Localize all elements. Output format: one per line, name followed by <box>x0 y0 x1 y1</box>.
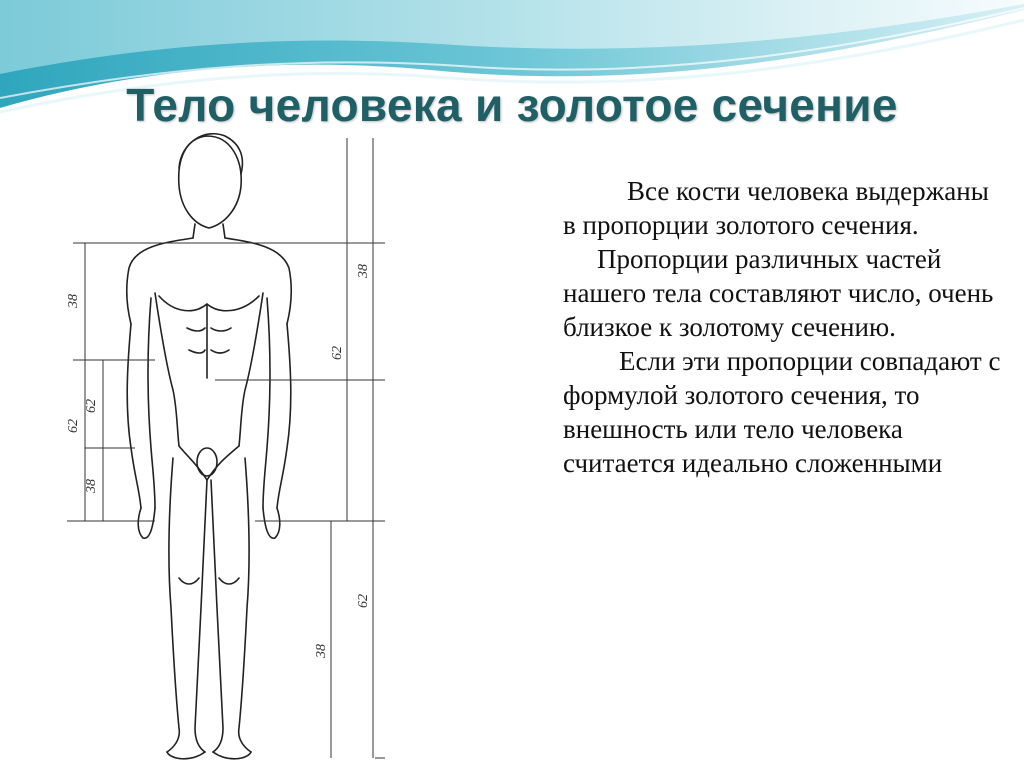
measure-label: 62 <box>84 399 99 413</box>
figure-hair <box>179 134 242 174</box>
paragraph-2: Пропорции различных частей нашего тела составляют число, очень близкое к золотому сечению. <box>563 244 994 342</box>
figure-left-arm <box>127 298 155 508</box>
figure-head <box>179 136 242 228</box>
measure-label: 38 <box>356 264 371 278</box>
figure-right-arm <box>263 298 291 508</box>
measure-label: 38 <box>66 294 81 308</box>
slide-title: Тело человека и золотое сечение <box>126 79 898 131</box>
measure-label: 38 <box>314 644 329 658</box>
paragraph-3: Если эти пропорции совпадают с формулой золотого сечения, то внешность или тело человека считается идеально сложенными <box>563 346 1001 478</box>
measure-label: 62 <box>356 594 371 608</box>
figure-right-leg <box>239 458 251 752</box>
description-text <box>563 174 1003 480</box>
measure-label: 62 <box>330 346 345 360</box>
figure-torso <box>127 238 291 324</box>
human-body-proportions-diagram <box>55 128 395 767</box>
figure-left-leg <box>167 458 179 752</box>
measure-label: 38 <box>84 479 99 493</box>
paragraph-1: Все кости человека выдержаны в пропорции золотого сечения. <box>563 176 989 240</box>
measure-label: 62 <box>66 419 81 433</box>
